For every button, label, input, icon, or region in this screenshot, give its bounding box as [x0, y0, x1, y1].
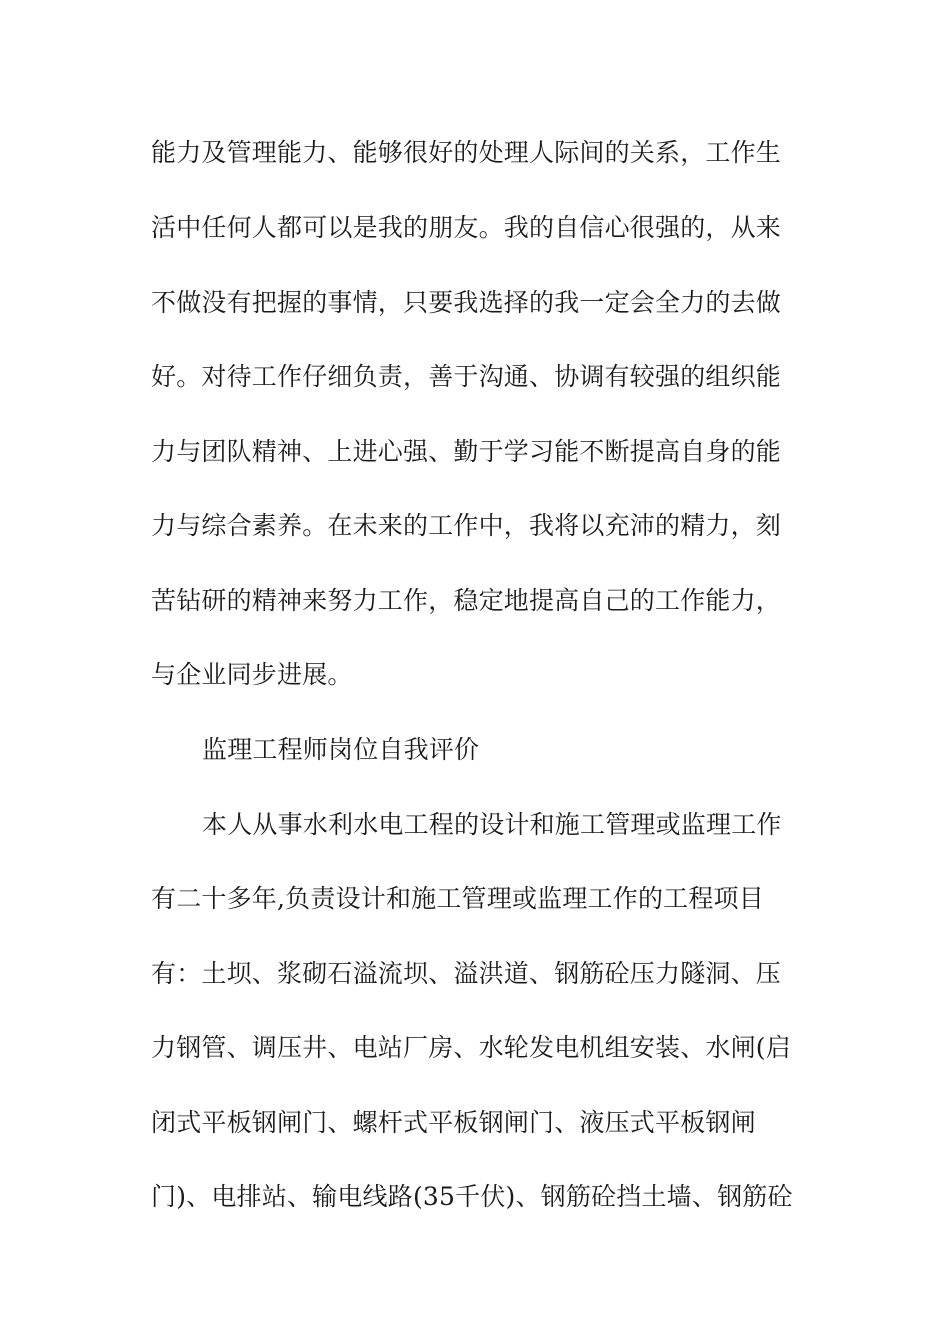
- paragraph1-line-8: 与企业同步进展。: [151, 660, 353, 689]
- paragraph1-line-7: 苦钻研的精神来努力工作，稳定地提高自己的工作能力，: [151, 586, 782, 615]
- paragraph1-line-1: 能力及管理能力、能够很好的处理人际间的关系，工作生: [151, 138, 782, 167]
- paragraph2-line-3: 有：土坝、浆砌石溢流坝、溢洪道、钢筋砼压力隧洞、压: [151, 959, 782, 988]
- paragraph1-line-4: 好。对待工作仔细负责，善于沟通、协调有较强的组织能: [151, 362, 782, 391]
- paragraph1-line-2: 活中任何人都可以是我的朋友。我的自信心很强的，从来: [151, 213, 782, 242]
- paragraph2-line-2: 有二十多年,负责设计和施工管理或监理工作的工程项目: [151, 884, 764, 913]
- paragraph2-line-6: 门)、电排站、输电线路(35千伏)、钢筋砼挡土墙、钢筋砼: [151, 1182, 793, 1211]
- paragraph2-line-5: 闭式平板钢闸门、螺杆式平板钢闸门、液压式平板钢闸: [151, 1108, 756, 1137]
- paragraph2-line-1: 本人从事水利水电工程的设计和施工管理或监理工作: [202, 810, 782, 839]
- paragraph2-line-4: 力钢管、调压井、电站厂房、水轮发电机组安装、水闸(启: [151, 1033, 791, 1062]
- paragraph1-line-5: 力与团队精神、上进心强、勤于学习能不断提高自身的能: [151, 437, 782, 466]
- paragraph1-line-6: 力与综合素养。在未来的工作中，我将以充沛的精力，刻: [151, 511, 782, 540]
- paragraph1-line-3: 不做没有把握的事情，只要我选择的我一定会全力的去做: [151, 288, 782, 317]
- section-heading: 监理工程师岗位自我评价: [202, 735, 480, 764]
